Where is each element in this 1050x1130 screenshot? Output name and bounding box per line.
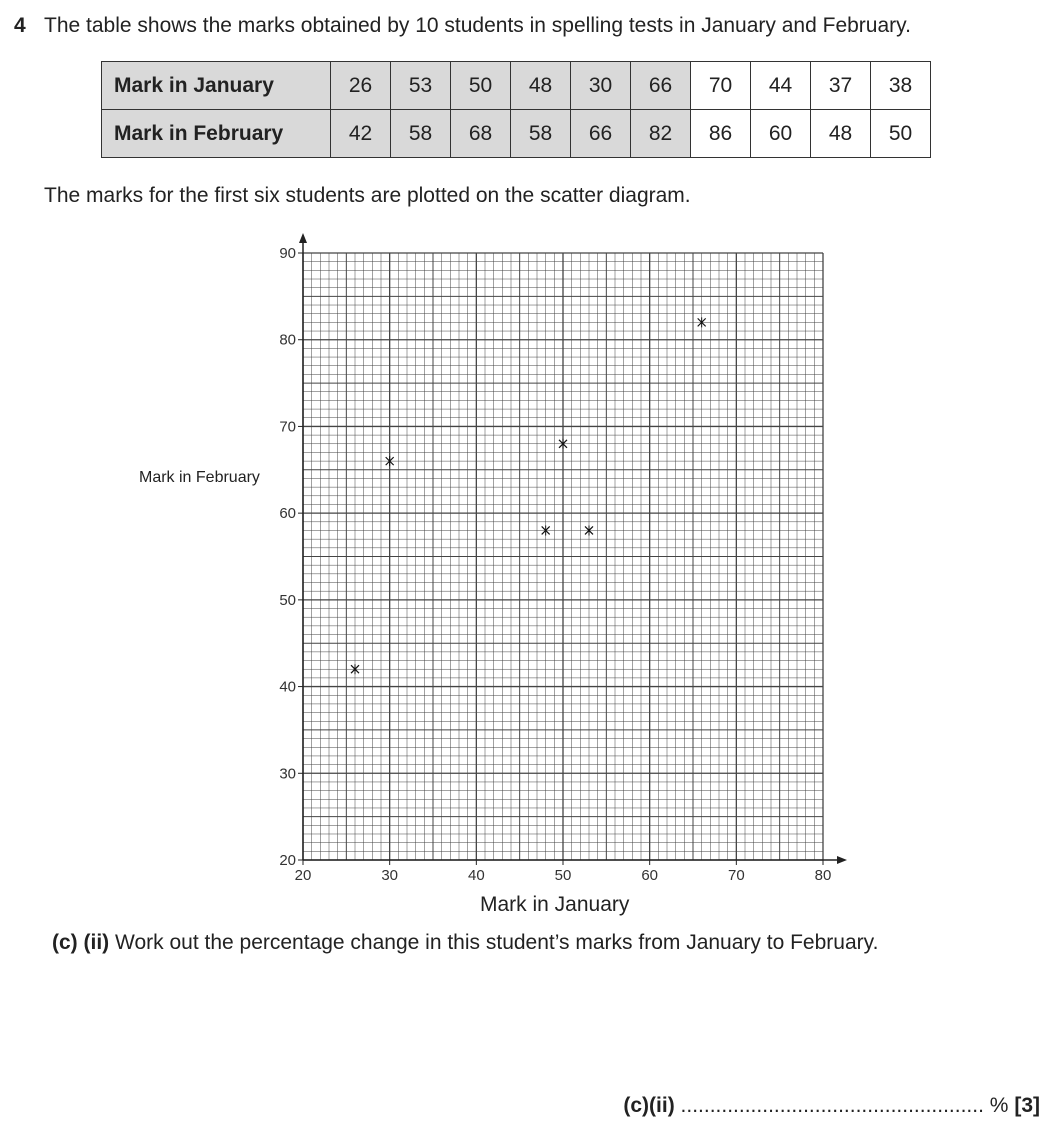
x-tick-label: 30	[381, 867, 399, 884]
sub-question	[52, 931, 878, 955]
x-tick-label: 40	[467, 867, 485, 884]
x-tick-label: 70	[727, 867, 745, 884]
table-cell: 60	[751, 110, 811, 158]
answer-label: (c)(ii)	[623, 1094, 675, 1117]
table-cell: 68	[451, 110, 511, 158]
row-header: Mark in February	[102, 110, 331, 158]
answer-dots[interactable]: ....................................................	[680, 1094, 984, 1117]
x-tick-label: 50	[554, 867, 572, 884]
sub-question-part: (c)	[52, 931, 78, 954]
y-tick-label: 60	[279, 505, 296, 523]
answer-unit: %	[989, 1094, 1009, 1117]
x-tick-label: 20	[294, 867, 312, 884]
y-axis-arrow	[299, 233, 307, 243]
y-tick-label: 80	[279, 331, 296, 349]
sub-question-subpart: (ii)	[83, 931, 110, 954]
table-cell: 50	[451, 62, 511, 110]
table-cell: 82	[631, 110, 691, 158]
tick-labels	[279, 245, 831, 884]
y-tick-label: 30	[279, 765, 296, 783]
row-header: Mark in January	[102, 62, 331, 110]
table-cell: 44	[751, 62, 811, 110]
answer-line	[623, 1094, 1040, 1118]
sub-question-text: Work out the percentage change in this student’s marks from January to February.	[115, 931, 879, 954]
marks-available: [3]	[1014, 1094, 1040, 1117]
question-number: 4	[14, 14, 26, 37]
x-axis-label: Mark in January	[480, 893, 630, 916]
x-axis-arrow	[837, 856, 847, 864]
y-tick-label: 50	[279, 591, 296, 609]
table-cell: 50	[871, 110, 931, 158]
table-cell: 70	[691, 62, 751, 110]
x-tick-label: 80	[814, 867, 832, 884]
table-cell: 86	[691, 110, 751, 158]
table-cell: 58	[391, 110, 451, 158]
y-tick-label: 70	[279, 418, 296, 436]
table-cell: 38	[871, 62, 931, 110]
table-cell: 48	[811, 110, 871, 158]
x-tick-label: 60	[641, 867, 659, 884]
table-cell: 58	[511, 110, 571, 158]
intro-text: The marks for the first six students are plotted on the scatter diagram.	[44, 184, 691, 207]
table-cell: 42	[331, 110, 391, 158]
question-text: The table shows the marks obtained by 10 students in spelling tests in January and February.	[44, 14, 911, 37]
table-cell: 53	[391, 62, 451, 110]
table-cell: 30	[571, 62, 631, 110]
table-cell: 48	[511, 62, 571, 110]
table-cell: 37	[811, 62, 871, 110]
table-cell: 66	[631, 62, 691, 110]
table-cell: 26	[331, 62, 391, 110]
y-tick-label: 20	[279, 852, 296, 869]
y-tick-label: 90	[279, 245, 296, 262]
y-tick-label: 40	[279, 678, 296, 696]
table-cell: 66	[571, 110, 631, 158]
y-axis-label: Mark in February	[139, 469, 260, 486]
